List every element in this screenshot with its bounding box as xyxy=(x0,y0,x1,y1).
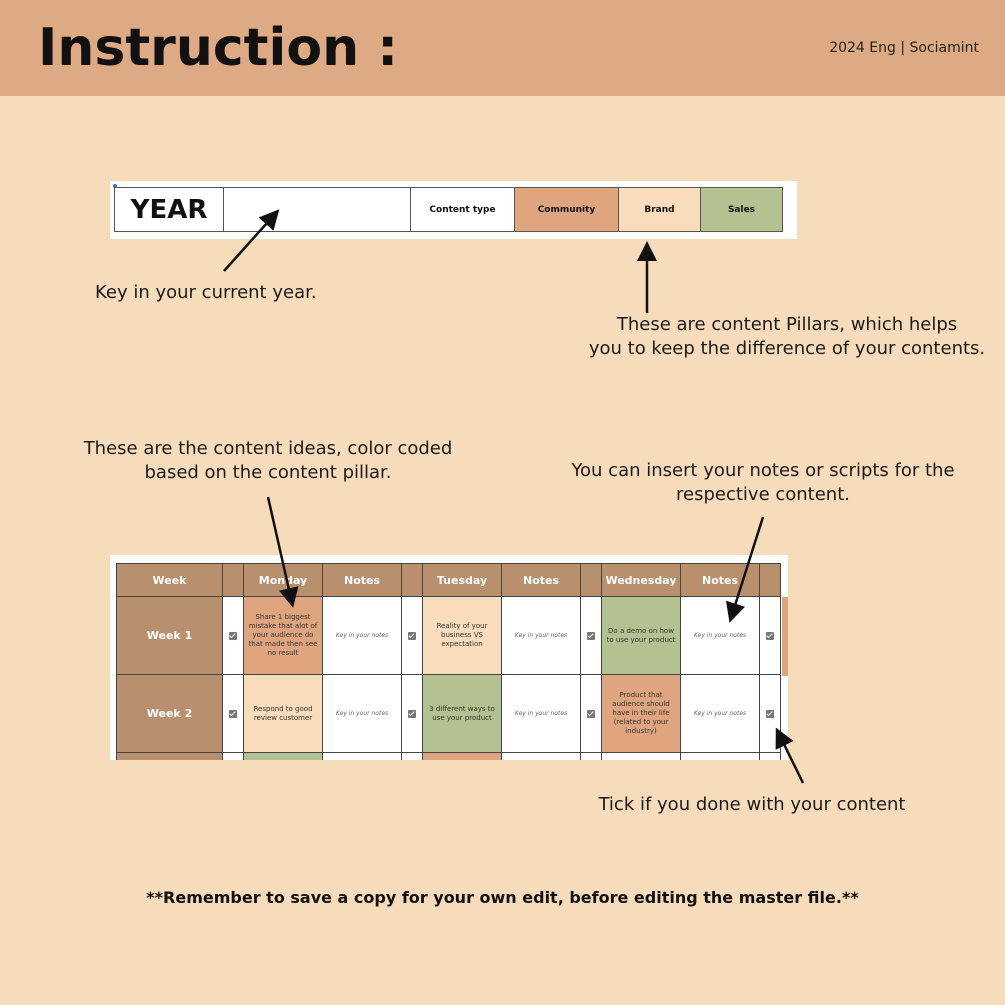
ideas-annotation-line2: based on the content pillar. xyxy=(144,462,392,483)
arrow-ideas xyxy=(268,497,292,603)
header-tuesday: Tuesday xyxy=(422,563,502,597)
header-notes: Notes xyxy=(501,563,581,597)
page-title: Instruction : xyxy=(38,18,398,78)
header-notes: Notes xyxy=(680,563,760,597)
header-monday: Monday xyxy=(243,563,323,597)
pillar-sales: Sales xyxy=(700,187,783,232)
notes-cell[interactable]: Key in your notes xyxy=(680,596,760,675)
header-notes: Notes xyxy=(322,563,402,597)
arrow-year xyxy=(224,213,276,271)
notes-cell[interactable]: Key in your notes xyxy=(322,674,402,753)
pillar-community: Community xyxy=(514,187,619,232)
ideas-annotation-line1: These are the content ideas, color coded xyxy=(83,438,453,459)
tick-annotation: Tick if you done with your content xyxy=(598,794,906,815)
notes-cell[interactable]: Key in your notes xyxy=(501,596,581,675)
content-idea-cell[interactable]: Do a demo on how to use your product xyxy=(601,596,681,675)
pillars-annotation-line2: you to keep the difference of your contents. xyxy=(588,338,986,359)
content-type-cell: Content type xyxy=(410,187,515,232)
content-idea-cell[interactable]: Product that audience should have in their life (related to your industry) xyxy=(601,674,681,753)
notes-annotation-line1: You can insert your notes or scripts for the xyxy=(571,460,955,481)
week-label: Week 2 xyxy=(116,674,223,753)
header-wednesday: Wednesday xyxy=(601,563,681,597)
year-label-cell: YEAR xyxy=(114,187,224,232)
week-label: Week 1 xyxy=(116,596,223,675)
arrow-notes xyxy=(731,517,763,618)
content-idea-cell[interactable]: Share 1 biggest mistake that alot of your audience do that made then see no result xyxy=(243,596,323,675)
arrow-tick xyxy=(778,732,803,783)
notes-cell[interactable]: Key in your notes xyxy=(322,596,402,675)
header-week: Week xyxy=(116,563,223,597)
notes-cell[interactable]: Key in your notes xyxy=(501,674,581,753)
notes-annotation-line2: respective content. xyxy=(676,484,850,505)
brand-subtitle: 2024 Eng | Sociamint xyxy=(829,40,979,56)
pillars-annotation-line1: These are content Pillars, which helps xyxy=(616,314,958,335)
footer-reminder: **Remember to save a copy for your own edit, before editing the master file.** xyxy=(146,888,859,907)
pillar-brand: Brand xyxy=(618,187,701,232)
year-annotation: Key in your current year. xyxy=(95,282,317,303)
content-idea-cell[interactable]: Reality of your business VS expectation xyxy=(422,596,502,675)
content-idea-cell[interactable]: Respond to good review customer xyxy=(243,674,323,753)
notes-cell[interactable]: Key in your notes xyxy=(680,674,760,753)
content-idea-cell[interactable]: 3 different ways to use your product xyxy=(422,674,502,753)
